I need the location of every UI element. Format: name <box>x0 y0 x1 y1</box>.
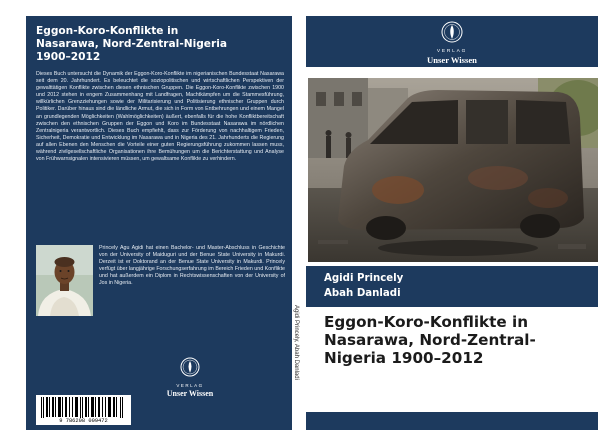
back-title-line: Eggon-Koro-Konflikte in <box>36 25 179 37</box>
publisher-logo-icon <box>180 357 200 377</box>
back-publisher-logo <box>159 357 221 398</box>
author-name: Abah Danladi <box>324 288 401 299</box>
front-publisher-name: Unser Wissen <box>427 55 477 65</box>
front-cover-title <box>324 313 594 367</box>
front-header-band <box>306 16 598 67</box>
back-title-line: Nasarawa, Nord-Zentral-Nigeria <box>36 38 227 50</box>
book-description: Dieses Buch untersucht die Dynamik der Eggon-Koro-Konflikte im nigerianischen Bundesstaat Nasarawa seit dem 20. Jahrhundert. Es beleuchtet die soziopolitischen und wirtschaftlichen Perspektiven der gewalttätigen Konflikte zwischen diesen ethnischen Gruppen. Die Eggon-Koro-Konflikte zwischen 1900 und 2012 stehen in engem Zusammenhang mit Landfragen, Machtkämpfen um die Stammesführung, willkürlichen Grenzziehungen sowie der Militarisierung und Politisierung ethnischer Gruppen durch Politiker. Darüber hinaus sind die ländliche Armut, die sich in Form von Entbehrungen und einem Mangel an grundlegenden Möglichkeiten (Wahlmöglichkeiten) äußert, ebenfalls für die hohe Konfliktbereitschaft zwischen den ethnischen Gruppen der Eggon und Koro im Bundesstaat Nasarawa im nördlichen Zentralnigeria verantwortlich. Dieses Buch empfiehlt, dass zur Förderung von nachhaltigem Frieden, Sicherheit, Demokratie und Entwicklung im Nasarawa und in Nigeria des 21. Jahrhunderts die Regierung auf allen Ebenen den Menschen die Vorteile einer guten Regierungsführung zukommen lassen muss, während zivilgesellschaftliche Organisationen ihre Bemühungen um die Berichterstattung und Analyse von Frühwarnsignalen intensivieren müssen, um gewaltsame Konflikte zu verhindern. <box>36 71 284 163</box>
front-footer-band <box>306 412 598 430</box>
front-publisher-logo <box>414 21 490 65</box>
barcode <box>36 395 131 425</box>
author-bio: Princely Agu Agidi hat einen Bachelor- und Master-Abschluss in Geschichte von der University of Maiduguri und der Benue State University in Makurdi. Derzeit ist er Doktorand an der Benue State University in Makurdi. Princely verfügt über langjährige Forschungserfahrung im Bereich Frieden und Konflikte und hat außerdem ein Diplom in Rechtswissenschaften von der University of Jos in Nigeria. <box>99 245 285 287</box>
back-cover-title <box>36 25 286 64</box>
back-cover <box>26 16 292 430</box>
front-title-line: Nigeria 1900–2012 <box>324 349 484 367</box>
front-authors-band <box>306 266 598 307</box>
front-cover <box>306 16 598 430</box>
barcode-number: 9 786208 009472 <box>36 418 131 425</box>
back-publisher-verlag: VERLAG <box>176 383 204 388</box>
front-title-line: Eggon-Koro-Konflikte in <box>324 313 529 331</box>
author-name: Agidi Princely <box>324 273 404 284</box>
burned-vehicle-photo <box>308 78 598 262</box>
spine-text: Agidi Princely, Abah Danladi <box>293 305 299 380</box>
back-publisher-name: Unser Wissen <box>166 389 214 398</box>
back-title-line: 1900–2012 <box>36 51 101 63</box>
author-photo <box>36 245 93 316</box>
front-publisher-verlag: VERLAG <box>436 49 468 54</box>
front-title-line: Nasarawa, Nord-Zentral- <box>324 331 536 349</box>
barcode-bars <box>36 395 131 419</box>
publisher-logo-icon <box>441 21 463 43</box>
